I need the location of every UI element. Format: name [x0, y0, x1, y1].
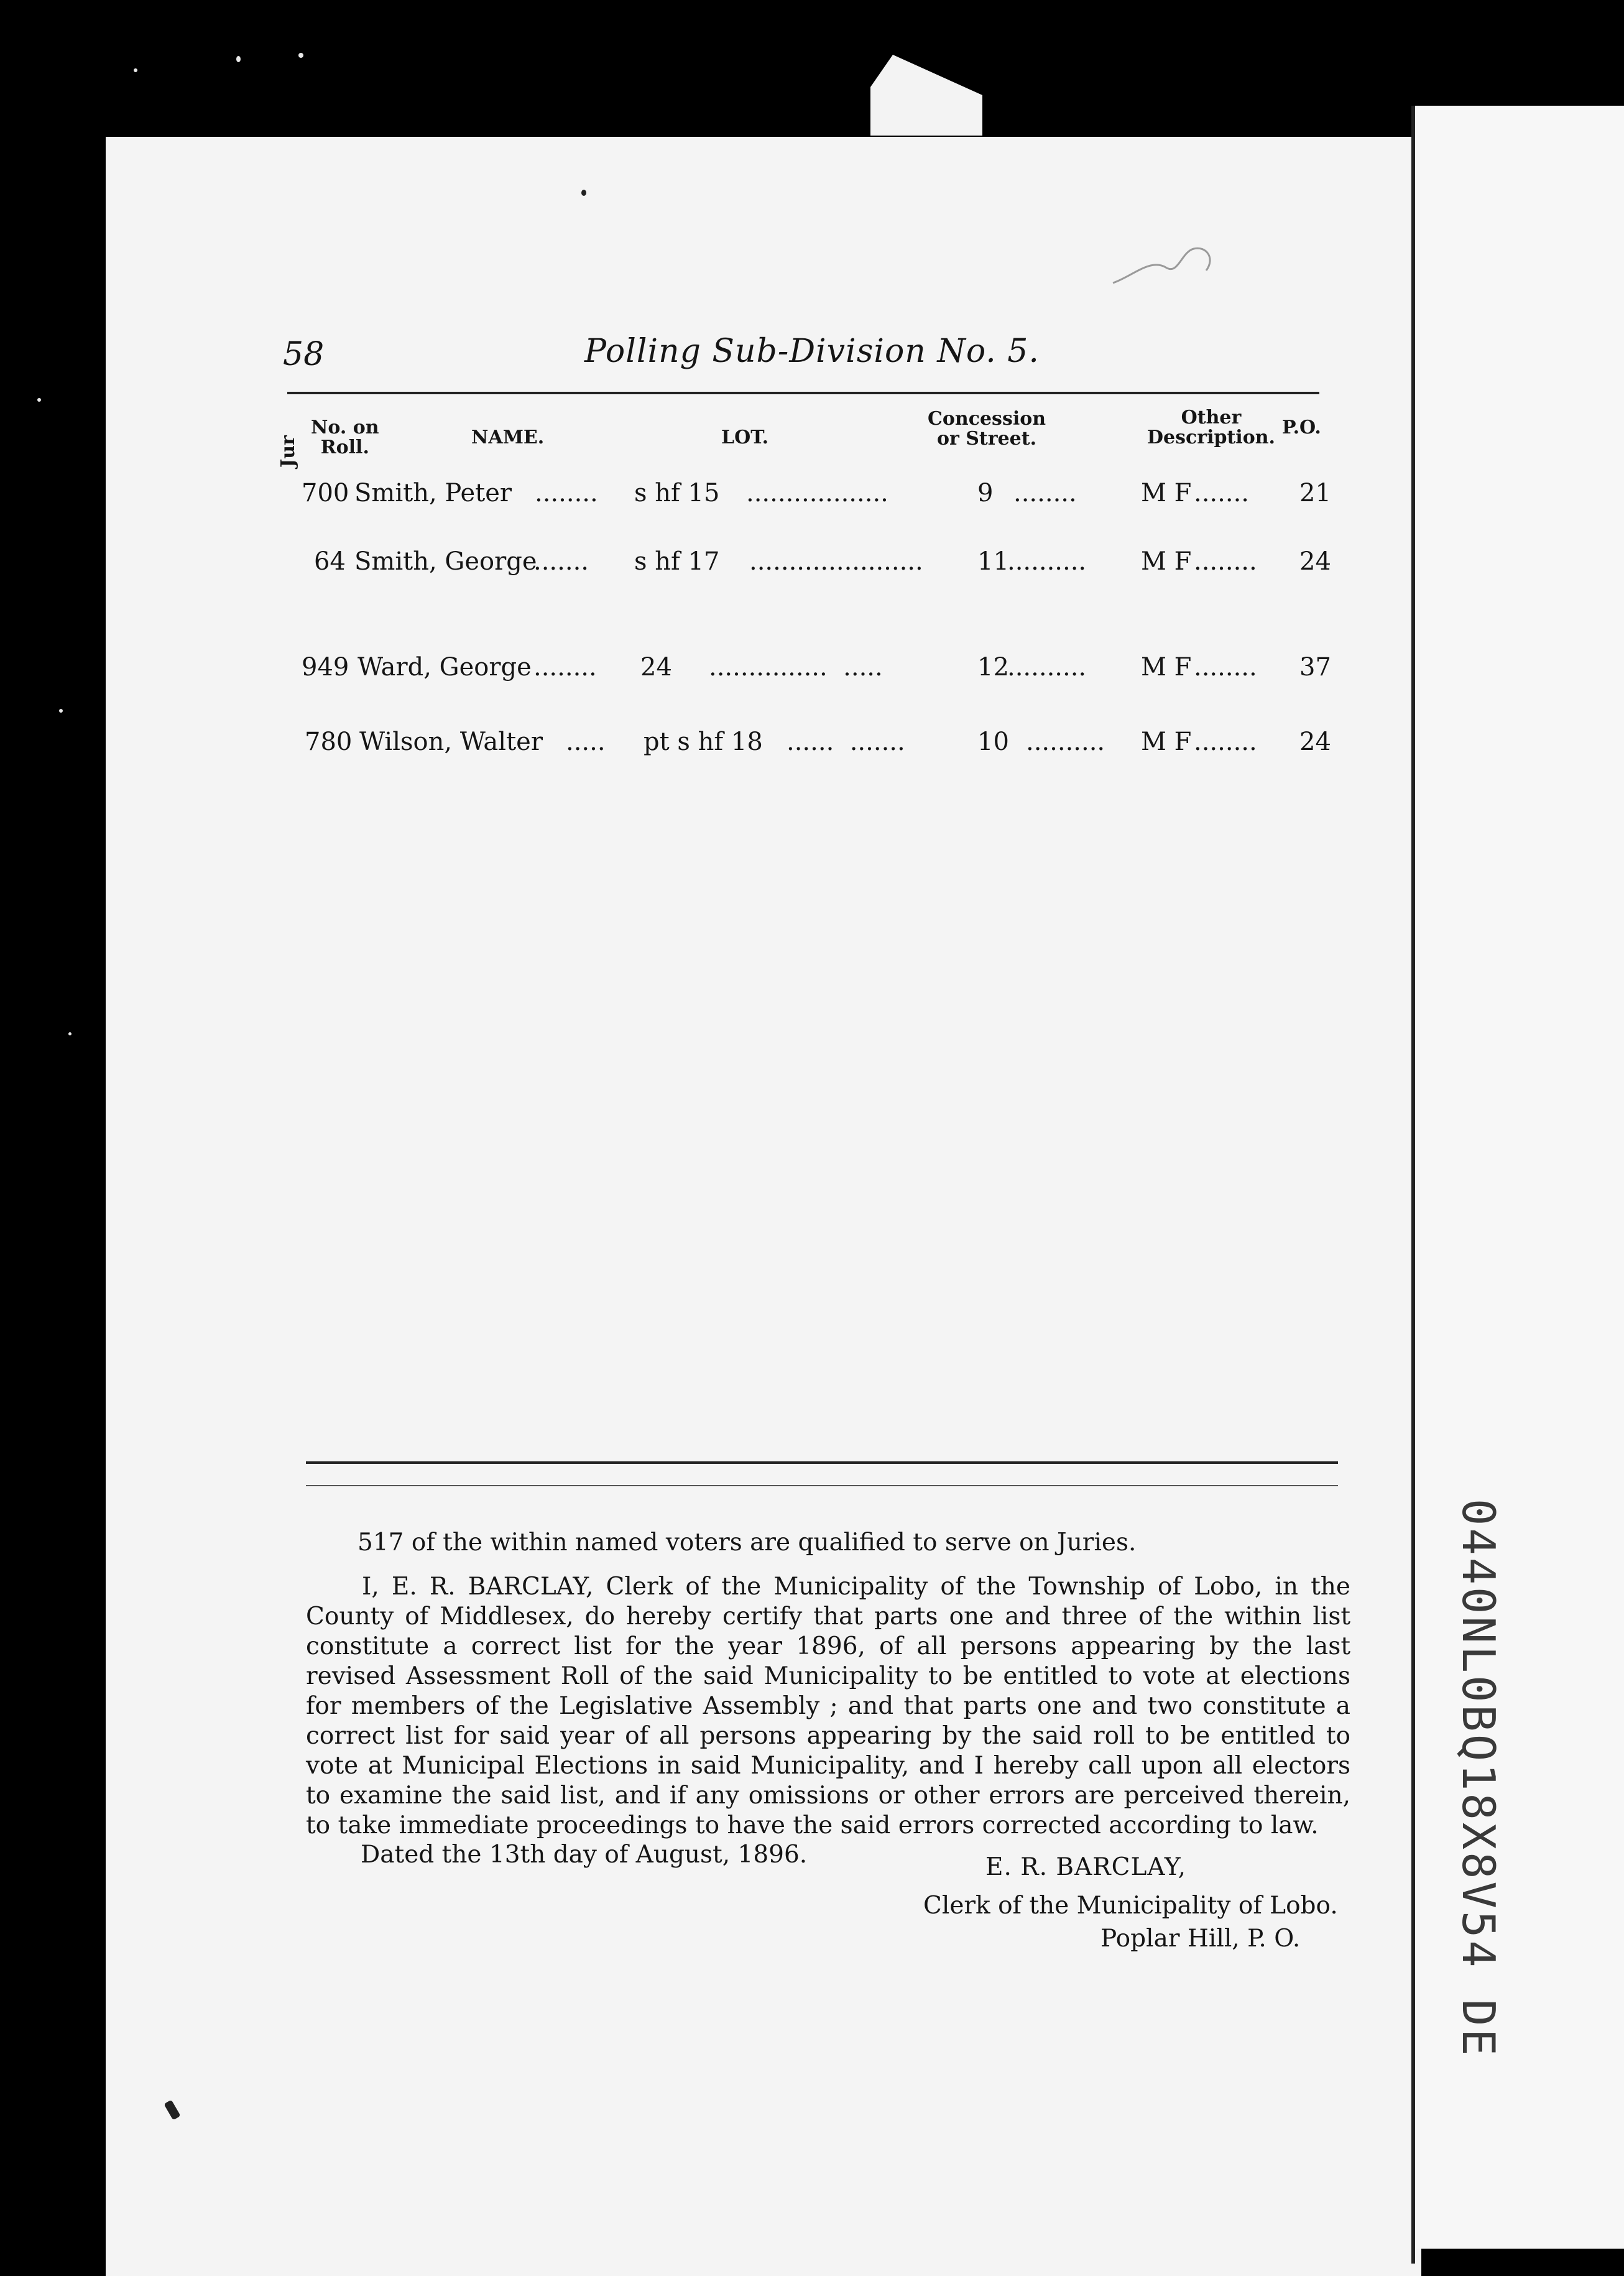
row-roll-number: 64: [314, 547, 346, 576]
leader-dots: ..........: [1007, 653, 1087, 682]
leader-dots: ........: [1013, 479, 1077, 507]
row-description: M F: [1141, 479, 1192, 507]
paper-clip-tab: [870, 55, 982, 136]
col-lot: LOT.: [721, 427, 769, 448]
row-description: M F: [1141, 547, 1192, 576]
col-po: P.O.: [1282, 417, 1321, 438]
leader-dots: ........: [1194, 728, 1257, 756]
leader-dots: ..........: [1007, 547, 1087, 576]
ink-speck: [581, 190, 586, 196]
col-other-description: Other Description.: [1147, 407, 1275, 448]
leader-dots: .......: [1194, 479, 1250, 507]
scan-speck: [68, 1032, 72, 1035]
row-description: M F: [1141, 728, 1192, 756]
leader-dots: ......................: [749, 547, 923, 576]
scan-speck: [134, 68, 137, 72]
scan-speck: [59, 709, 63, 713]
row-po: 21: [1299, 479, 1331, 507]
page-heading: Polling Sub-Division No. 5.: [584, 333, 1040, 370]
jury-note: 517 of the within named voters are qualified to serve on Juries.: [358, 1529, 1137, 1557]
signature-address: Poplar Hill, P. O.: [1100, 1925, 1301, 1953]
leader-dots: ..........: [1026, 728, 1105, 756]
row-concession: 11: [977, 547, 1009, 576]
row-roll-number: 700: [302, 479, 349, 507]
scan-speck: [37, 398, 41, 402]
clerk-certificate: I, E. R. BARCLAY, Clerk of the Municipality of the Township of Lobo, in the County of Middlesex, do hereby certify that parts one and three of the within list constitute a correct list for the year 1896, of all persons appearing by the last revised Assessment Roll of the said Municipality to be entitled to vote at elections for members of the Legislative Assembly ; and that parts one and two constitute a correct list for said year of all persons appearing by the said roll to be entitled to vote at Municipal Elections in said Municipality, and I hereby call upon all electors to examine the said list, and if any omissions or other errors are perceived therein, to take immediate proceedings to have the said errors corrected according to law.: [306, 1573, 1350, 1839]
leader-dots: .....: [566, 728, 606, 756]
row-concession: 9: [977, 479, 994, 507]
col-no-on-roll: No. on Roll.: [311, 417, 379, 458]
col-concession: Concession or Street.: [928, 408, 1046, 450]
leader-dots: ..................: [746, 479, 888, 507]
row-concession: 12: [977, 653, 1009, 682]
page-number: 58: [283, 336, 325, 373]
date-line: Dated the 13th day of August, 1896.: [361, 1841, 808, 1869]
row-name: Smith, George: [354, 547, 537, 576]
leader-dots: ............... .....: [709, 653, 883, 682]
scan-speck: [236, 56, 241, 62]
header-rule: [287, 392, 1319, 394]
leader-dots: ........: [1194, 547, 1257, 576]
row-name: Ward, George: [358, 653, 532, 682]
row-roll-number: 949: [302, 653, 349, 682]
footer-rule-thin: [306, 1485, 1338, 1486]
leader-dots: ........: [533, 653, 597, 682]
col-jur: Jur: [277, 435, 299, 468]
row-po: 24: [1299, 728, 1331, 756]
row-po: 24: [1299, 547, 1331, 576]
leader-dots: ........: [535, 479, 598, 507]
row-concession: 10: [977, 728, 1009, 756]
col-name: NAME.: [471, 427, 545, 448]
row-lot: s hf 15: [634, 479, 720, 507]
leader-dots: ........: [1194, 653, 1257, 682]
scan-speck: [298, 53, 303, 58]
leader-dots: .......: [533, 547, 589, 576]
row-lot: pt s hf 18: [644, 728, 763, 756]
leader-dots: ...... .......: [787, 728, 905, 756]
row-name: Smith, Peter: [354, 479, 512, 507]
document-page: [106, 137, 1421, 2276]
pencil-mark: [1107, 233, 1231, 302]
handwritten-reference: 0440NL0BQ18X8V54 DE: [1452, 1499, 1505, 2058]
row-roll-number: 780: [305, 728, 353, 756]
footer-rule: [306, 1461, 1338, 1464]
row-name: Wilson, Walter: [359, 728, 543, 756]
row-lot: s hf 17: [634, 547, 720, 576]
signature-title: Clerk of the Municipality of Lobo.: [923, 1892, 1338, 1920]
signature-name: E. R. BARCLAY,: [985, 1853, 1187, 1881]
row-description: M F: [1141, 653, 1192, 682]
row-lot: 24: [640, 653, 672, 682]
row-po: 37: [1299, 653, 1331, 682]
